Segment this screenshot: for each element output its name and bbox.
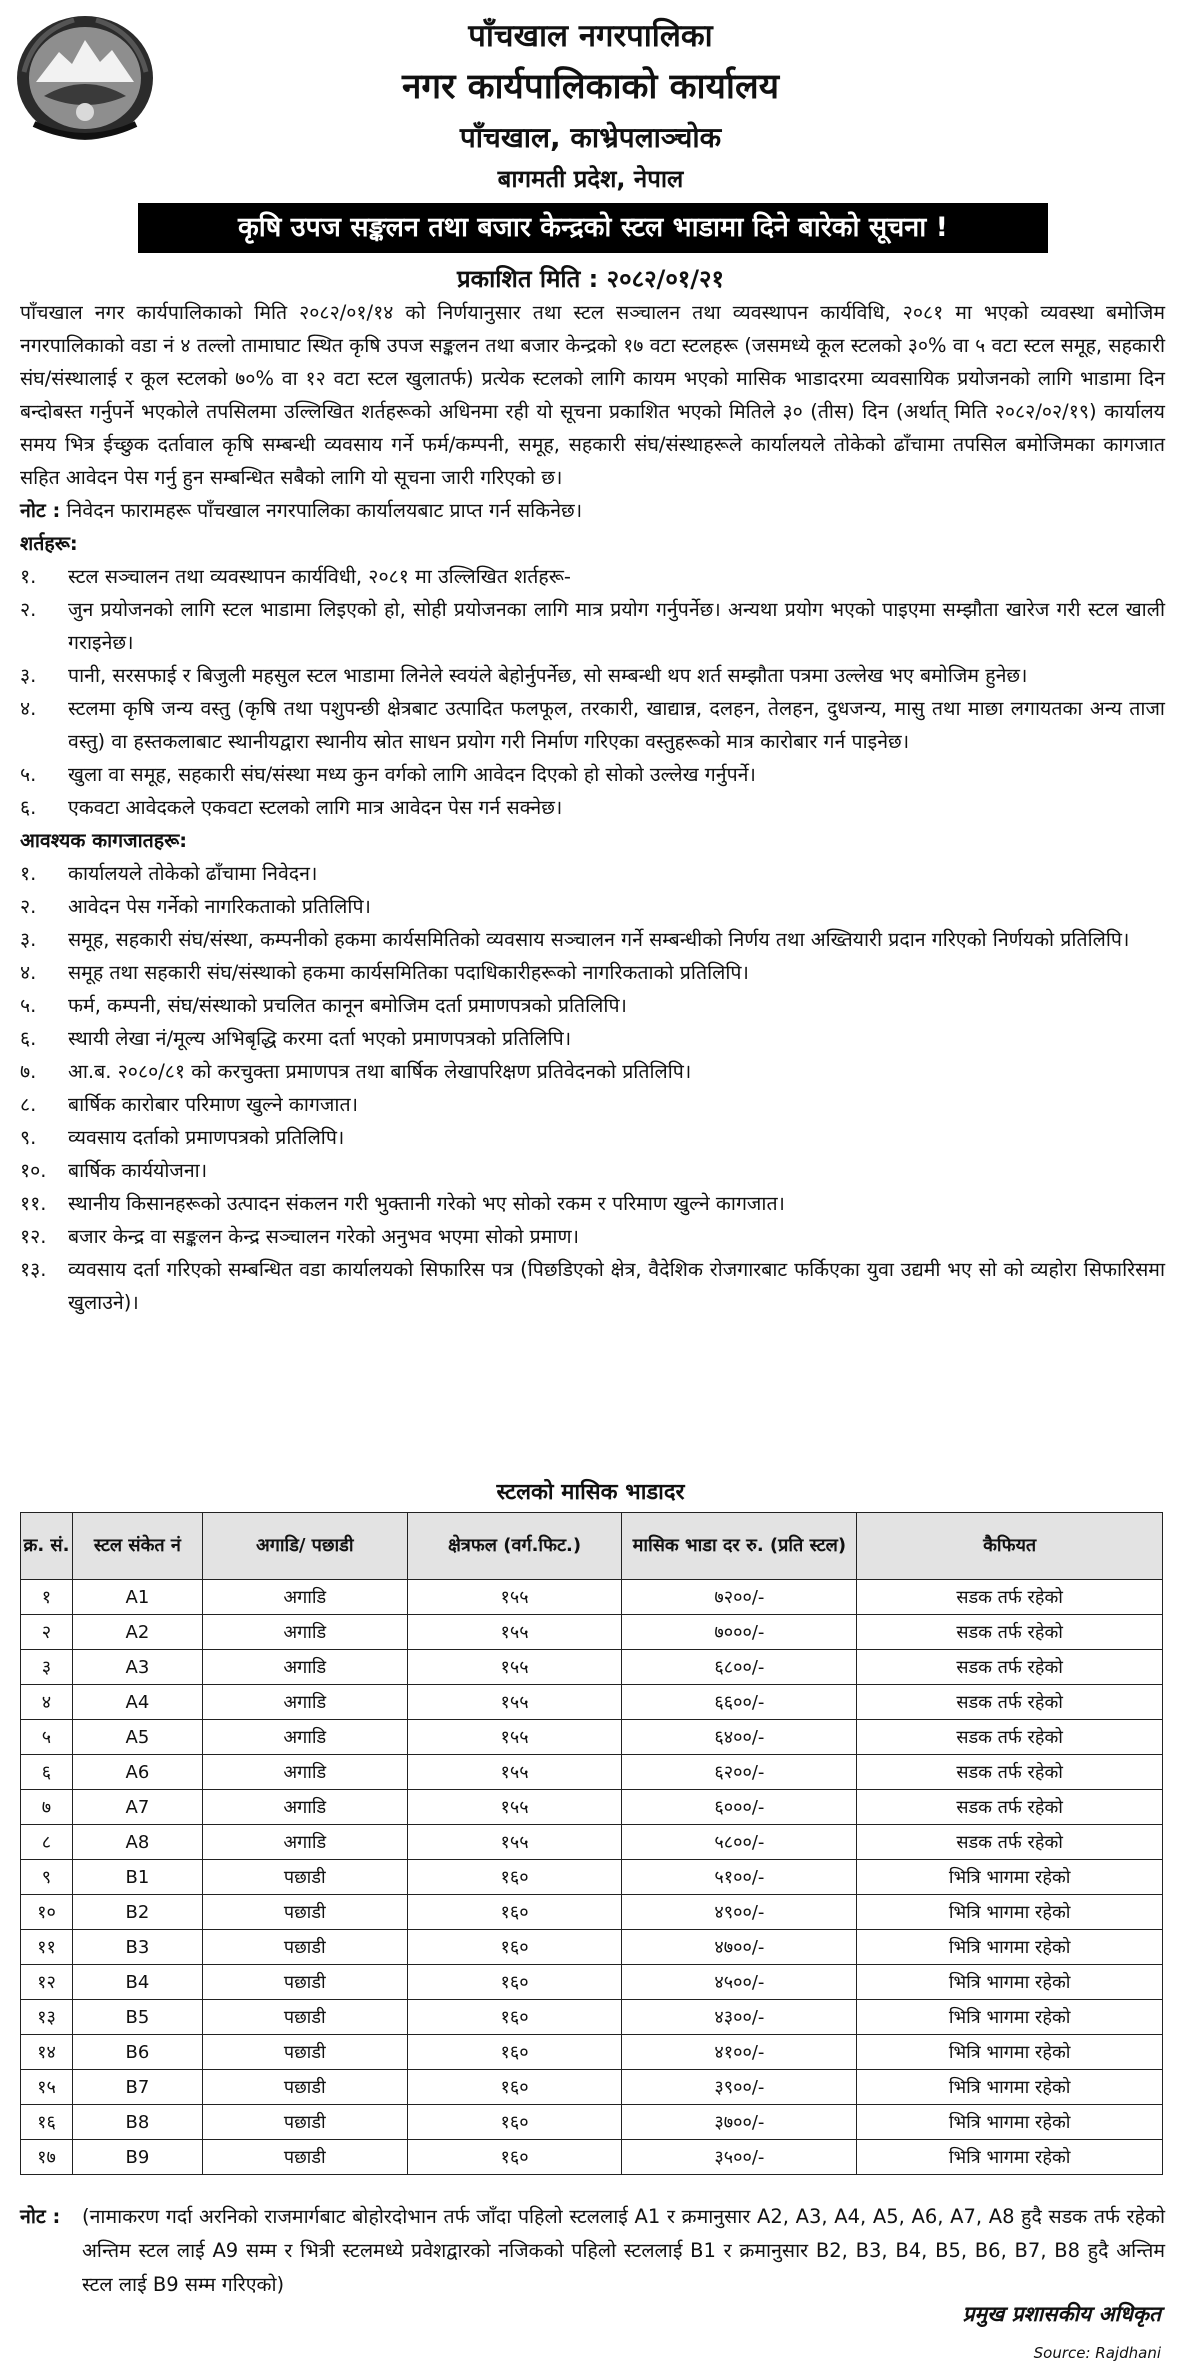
- note-label: नोट :: [20, 499, 61, 522]
- table-cell: B5: [72, 2000, 202, 2035]
- municipality-name: पाँचखाल नगरपालिका: [468, 18, 713, 54]
- table-cell: १४: [21, 2035, 73, 2070]
- table-cell: सडक तर्फ रहेको: [857, 1755, 1163, 1790]
- table-cell: ४३००/-: [622, 2000, 857, 2035]
- table-cell: B8: [72, 2105, 202, 2140]
- table-cell: A8: [72, 1825, 202, 1860]
- table-cell: B1: [72, 1860, 202, 1895]
- table-cell: भित्रि भागमा रहेको: [857, 1895, 1163, 1930]
- table-cell: १५५: [407, 1720, 622, 1755]
- table-cell: ६२००/-: [622, 1755, 857, 1790]
- table-cell: १५५: [407, 1615, 622, 1650]
- table-cell: ७०००/-: [622, 1615, 857, 1650]
- table-cell: ६: [21, 1755, 73, 1790]
- col-serial: क्र. सं.: [21, 1513, 73, 1580]
- table-row: [21, 1930, 1163, 1965]
- table-cell: १५५: [407, 1580, 622, 1615]
- table-cell: १५५: [407, 1685, 622, 1720]
- table-header-row: [21, 1513, 1163, 1580]
- table-cell: पछाडी: [202, 1860, 407, 1895]
- table-cell: अगाडि: [202, 1720, 407, 1755]
- table-cell: B4: [72, 1965, 202, 2000]
- table-cell: १६: [21, 2105, 73, 2140]
- table-row: [21, 1895, 1163, 1930]
- published-date: प्रकाशित मिति : २०८२/०१/२१: [456, 265, 725, 293]
- note-line: [20, 494, 1165, 527]
- conditions-heading: शर्तहरू:: [20, 532, 78, 555]
- table-cell: १६०: [407, 1860, 622, 1895]
- table-cell: A4: [72, 1685, 202, 1720]
- table-cell: A6: [72, 1755, 202, 1790]
- table-cell: ५१००/-: [622, 1860, 857, 1895]
- table-cell: पछाडी: [202, 2000, 407, 2035]
- table-cell: भित्रि भागमा रहेको: [857, 1930, 1163, 1965]
- table-cell: सडक तर्फ रहेको: [857, 1825, 1163, 1860]
- table-row: [21, 1965, 1163, 2000]
- table-cell: पछाडी: [202, 2105, 407, 2140]
- table-cell: ६८००/-: [622, 1650, 857, 1685]
- table-cell: अगाडि: [202, 1790, 407, 1825]
- table-cell: B7: [72, 2070, 202, 2105]
- table-cell: पछाडी: [202, 2140, 407, 2175]
- table-cell: ४७००/-: [622, 1930, 857, 1965]
- table-cell: A7: [72, 1790, 202, 1825]
- table-cell: २: [21, 1615, 73, 1650]
- table-cell: अगाडि: [202, 1615, 407, 1650]
- table-cell: ३७००/-: [622, 2105, 857, 2140]
- province-country: बागमती प्रदेश, नेपाल: [497, 165, 684, 193]
- notice-title-banner: कृषि उपज सङ्कलन तथा बजार केन्द्रको स्टल भाडामा दिने बारेको सूचना !: [138, 203, 1048, 253]
- table-cell: १५५: [407, 1755, 622, 1790]
- list-item: १३. व्यवसाय दर्ता गरिएको सम्बन्धित वडा कार्यालयको सिफारिस पत्र (पिछडिएको क्षेत्र, वैदेशिक रोजगारबाट फर्किएका युवा उद्यमी भए सो को व्यहोरा सिफारिसमा खुलाउने)।: [20, 1258, 1165, 1314]
- col-monthly-rent: मासिक भाडा दर रु. (प्रति स्टल): [622, 1513, 857, 1580]
- table-cell: १७: [21, 2140, 73, 2175]
- table-cell: १६०: [407, 1930, 622, 1965]
- table-cell: ३: [21, 1650, 73, 1685]
- table-cell: ६६००/-: [622, 1685, 857, 1720]
- table-row: [21, 1825, 1163, 1860]
- table-cell: ९: [21, 1860, 73, 1895]
- table-cell: ७: [21, 1790, 73, 1825]
- list-item: २. आवेदन पेस गर्नेको नागरिकताको प्रतिलिपि।: [20, 895, 371, 918]
- table-cell: पछाडी: [202, 2035, 407, 2070]
- table-cell: पछाडी: [202, 1965, 407, 2000]
- list-item: ३. समूह, सहकारी संघ/संस्था, कम्पनीको हकमा कार्यसमितिको व्यवसाय सञ्चालन गर्ने सम्बन्धीको निर्णय तथा अख्तियारी प्रदान गरिएको निर्णयको प्रतिलिपि।: [20, 928, 1130, 951]
- list-item: ४. स्टलमा कृषि जन्य वस्तु (कृषि तथा पशुपन्छी क्षेत्रबाट उत्पादित फलफूल, तरकारी, खाद्यान्न, दलहन, तेलहन, दुधजन्य, मासु तथा माछा लगायतका अन्य ताजा वस्तु) वा हस्तकलाबाट स्थानीयद्वारा स्थानीय स्रोत साधन प्रयोग गरी निर्माण गरिएका वस्तुहरूको मात्र कारोबार गर्न पाइनेछ।: [20, 697, 1165, 753]
- table-cell: अगाडि: [202, 1685, 407, 1720]
- table-cell: भित्रि भागमा रहेको: [857, 1860, 1163, 1895]
- table-cell: ४१००/-: [622, 2035, 857, 2070]
- table-cell: १: [21, 1580, 73, 1615]
- list-item: ९. व्यवसाय दर्ताको प्रमाणपत्रको प्रतिलिपि।: [20, 1126, 345, 1149]
- table-row: [21, 2035, 1163, 2070]
- list-item: १. कार्यालयले तोकेको ढाँचामा निवेदन।: [20, 862, 318, 885]
- table-cell: ३५००/-: [622, 2140, 857, 2175]
- table-cell: १३: [21, 2000, 73, 2035]
- intro-paragraph: पाँचखाल नगर कार्यपालिकाको मिति २०८२/०१/१४ को निर्णयानुसार तथा स्टल सञ्चालन तथा व्यवस्थापन कार्यविधि, २०८१ मा भएको व्यवस्था बमोजिम नगरपालिकाको वडा नं ४ तल्लो तामाघाट स्थित कृषि उपज सङ्कलन तथा बजार केन्द्रको १७ वटा स्टलहरू (जसमध्ये कूल स्टलको ३०% वा ५ वटा स्टल समूह, सहकारी संघ/संस्थालाई र कूल स्टलको ७०% वा १२ वटा स्टल खुलातर्फ) प्रत्येक स्टलको लागि कायम भएको मासिक भाडादरमा व्यवसायिक प्रयोजनको लागि भाडामा दिन बन्दोबस्त गर्नुपर्ने भएकोले तपसिलमा उल्लिखित शर्तहरूको अधिनमा रही यो सूचना प्रकाशित भएको मितिले ३० (तीस) दिन (अर्थात् मिति २०८२/०२/१९) कार्यालय समय भित्र ईच्छुक दर्तावाल कृषि सम्बन्धी व्यवसाय गर्ने फर्म/कम्पनी, समूह, सहकारी संघ/संस्थाहरूले कार्यालयले तोकेको ढाँचामा तपसिल बमोजिमका कागजात सहित आवेदन पेस गर्नु हुन सम्बन्धित सबैको लागि यो सूचना जारी गरिएको छ।: [20, 301, 1165, 489]
- table-cell: १६०: [407, 2070, 622, 2105]
- table-cell: सडक तर्फ रहेको: [857, 1720, 1163, 1755]
- list-item: ६. एकवटा आवेदकले एकवटा स्टलको लागि मात्र आवेदन पेस गर्न सक्नेछ।: [20, 796, 563, 819]
- table-cell: सडक तर्फ रहेको: [857, 1790, 1163, 1825]
- table-cell: १०: [21, 1895, 73, 1930]
- list-item: ५. खुला वा समूह, सहकारी संघ/संस्था मध्य कुन वर्गको लागि आवेदन दिएको हो सोको उल्लेख गर्नुपर्ने।: [20, 763, 756, 786]
- table-cell: ७२००/-: [622, 1580, 857, 1615]
- table-cell: ४९००/-: [622, 1895, 857, 1930]
- conditions-list: [20, 560, 1165, 824]
- col-area: क्षेत्रफल (वर्ग.फिट.): [407, 1513, 622, 1580]
- table-footnote: [20, 2200, 1165, 2302]
- table-row: [21, 1755, 1163, 1790]
- table-cell: पछाडी: [202, 1895, 407, 1930]
- col-remarks: कैफियत: [857, 1513, 1163, 1580]
- table-cell: १२: [21, 1965, 73, 2000]
- table-cell: १६०: [407, 2140, 622, 2175]
- table-cell: ४: [21, 1685, 73, 1720]
- table-cell: ८: [21, 1825, 73, 1860]
- table-cell: भित्रि भागमा रहेको: [857, 2105, 1163, 2140]
- table-cell: सडक तर्फ रहेको: [857, 1580, 1163, 1615]
- table-cell: ४५००/-: [622, 1965, 857, 2000]
- table-cell: B3: [72, 1930, 202, 1965]
- list-item: १२. बजार केन्द्र वा सङ्कलन केन्द्र सञ्चालन गरेको अनुभव भएमा सोको प्रमाण।: [20, 1225, 579, 1248]
- table-row: [21, 1790, 1163, 1825]
- list-item: १. स्टल सञ्चालन तथा व्यवस्थापन कार्यविधी, २०८१ मा उल्लिखित शर्तहरू-: [20, 565, 571, 588]
- table-cell: B9: [72, 2140, 202, 2175]
- table-cell: १५५: [407, 1650, 622, 1685]
- signatory-title: प्रमुख प्रशासकीय अधिकृत: [962, 2302, 1161, 2326]
- table-cell: A5: [72, 1720, 202, 1755]
- table-cell: १६०: [407, 2035, 622, 2070]
- table-cell: भित्रि भागमा रहेको: [857, 2070, 1163, 2105]
- table-cell: १५: [21, 2070, 73, 2105]
- table-cell: ५: [21, 1720, 73, 1755]
- table-cell: A1: [72, 1580, 202, 1615]
- table-cell: B6: [72, 2035, 202, 2070]
- rent-table-body: [21, 1580, 1163, 2175]
- table-cell: भित्रि भागमा रहेको: [857, 2035, 1163, 2070]
- documents-list: [20, 857, 1165, 1319]
- table-cell: अगाडि: [202, 1755, 407, 1790]
- table-row: [21, 1580, 1163, 1615]
- table-row: [21, 1615, 1163, 1650]
- list-item: ११. स्थानीय किसानहरूको उत्पादन संकलन गरी भुक्तानी गरेको भए सोको रकम र परिमाण खुल्ने कागजात।: [20, 1192, 785, 1215]
- note-text: निवेदन फारामहरू पाँचखाल नगरपालिका कार्यालयबाट प्राप्त गर्न सकिनेछ।: [66, 499, 583, 522]
- table-cell: १५५: [407, 1790, 622, 1825]
- list-item: ५. फर्म, कम्पनी, संघ/संस्थाको प्रचलित कानून बमोजिम दर्ता प्रमाणपत्रको प्रतिलिपि।: [20, 994, 627, 1017]
- table-row: [21, 1650, 1163, 1685]
- rent-table-title: स्टलको मासिक भाडादर: [496, 1480, 685, 1505]
- rent-table: [20, 1512, 1163, 2175]
- table-cell: सडक तर्फ रहेको: [857, 1650, 1163, 1685]
- table-row: [21, 1720, 1163, 1755]
- footnote-label: नोट :: [20, 2205, 61, 2228]
- table-cell: ६०००/-: [622, 1790, 857, 1825]
- table-cell: ५८००/-: [622, 1825, 857, 1860]
- table-cell: १६०: [407, 2105, 622, 2140]
- table-cell: B2: [72, 1895, 202, 1930]
- table-cell: सडक तर्फ रहेको: [857, 1685, 1163, 1720]
- table-row: [21, 1685, 1163, 1720]
- list-item: ६. स्थायी लेखा नं/मूल्य अभिबृद्धि करमा दर्ता भएको प्रमाणपत्रको प्रतिलिपि।: [20, 1027, 572, 1050]
- table-cell: भित्रि भागमा रहेको: [857, 1965, 1163, 2000]
- list-item: १०. बार्षिक कार्ययोजना।: [20, 1159, 208, 1182]
- list-item: ८. बार्षिक कारोबार परिमाण खुल्ने कागजात।: [20, 1093, 358, 1116]
- notice-body: [20, 296, 1165, 1319]
- col-stall-code: स्टल संकेत नं: [72, 1513, 202, 1580]
- table-cell: अगाडि: [202, 1650, 407, 1685]
- table-cell: ११: [21, 1930, 73, 1965]
- office-address: पाँचखाल, काभ्रेपलाञ्चोक: [459, 121, 722, 154]
- list-item: ४. समूह तथा सहकारी संघ/संस्थाको हकमा कार्यसमितिका पदाधिकारीहरूको नागरिकताको प्रतिलिपि।: [20, 961, 749, 984]
- documents-heading: आवश्यक कागजातहरू:: [20, 829, 188, 852]
- table-cell: सडक तर्फ रहेको: [857, 1615, 1163, 1650]
- col-front-back: अगाडि/ पछाडी: [202, 1513, 407, 1580]
- footnote-text: (नामाकरण गर्दा अरनिको राजमार्गबाट बोहोरदोभान तर्फ जाँदा पहिलो स्टललाई A1 र क्रमानुसार A2, A3, A4, A5, A6, A7, A8 हुदै सडक तर्फ रहेको अन्तिम स्टल लाई A9 सम्म र भित्री स्टलमध्ये प्रवेशद्वारको नजिकको पहिलो स्टललाई B1 र क्रमानुसार B2, B3, B4, B5, B6, B7, B8 हुदै अन्तिम स्टल लाई B9 सम्म गरिएको): [82, 2205, 1165, 2296]
- table-cell: ३९००/-: [622, 2070, 857, 2105]
- table-cell: १६०: [407, 1965, 622, 2000]
- table-cell: अगाडि: [202, 1825, 407, 1860]
- table-cell: ६४००/-: [622, 1720, 857, 1755]
- table-row: [21, 2140, 1163, 2175]
- office-name: नगर कार्यपालिकाको कार्यालय: [401, 67, 780, 107]
- table-cell: पछाडी: [202, 2070, 407, 2105]
- table-cell: पछाडी: [202, 1930, 407, 1965]
- list-item: ७. आ.ब. २०८०/८१ को करचुक्ता प्रमाणपत्र तथा बार्षिक लेखापरिक्षण प्रतिवेदनको प्रतिलिपि।: [20, 1060, 692, 1083]
- table-row: [21, 2105, 1163, 2140]
- table-cell: १६०: [407, 2000, 622, 2035]
- list-item: २. जुन प्रयोजनको लागि स्टल भाडामा लिइएको हो, सोही प्रयोजनका लागि मात्र प्रयोग गर्नुपर्नेछ। अन्यथा प्रयोग भएको पाइएमा सम्झौता खारेज गरी स्टल खाली गराइनेछ।: [20, 598, 1165, 654]
- table-cell: १५५: [407, 1825, 622, 1860]
- table-row: [21, 1860, 1163, 1895]
- table-row: [21, 2070, 1163, 2105]
- table-cell: A2: [72, 1615, 202, 1650]
- source-credit: Source: Rajdhani: [1033, 2344, 1161, 2362]
- table-cell: १६०: [407, 1895, 622, 1930]
- list-item: ३. पानी, सरसफाई र बिजुली महसुल स्टल भाडामा लिनेले स्वयंले बेहोर्नुपर्नेछ, सो सम्बन्धी थप शर्त सम्झौता पत्रमा उल्लेख भए बमोजिम हुनेछ।: [20, 664, 1028, 687]
- table-cell: अगाडि: [202, 1580, 407, 1615]
- table-cell: भित्रि भागमा रहेको: [857, 2140, 1163, 2175]
- table-cell: A3: [72, 1650, 202, 1685]
- table-row: [21, 2000, 1163, 2035]
- table-cell: भित्रि भागमा रहेको: [857, 2000, 1163, 2035]
